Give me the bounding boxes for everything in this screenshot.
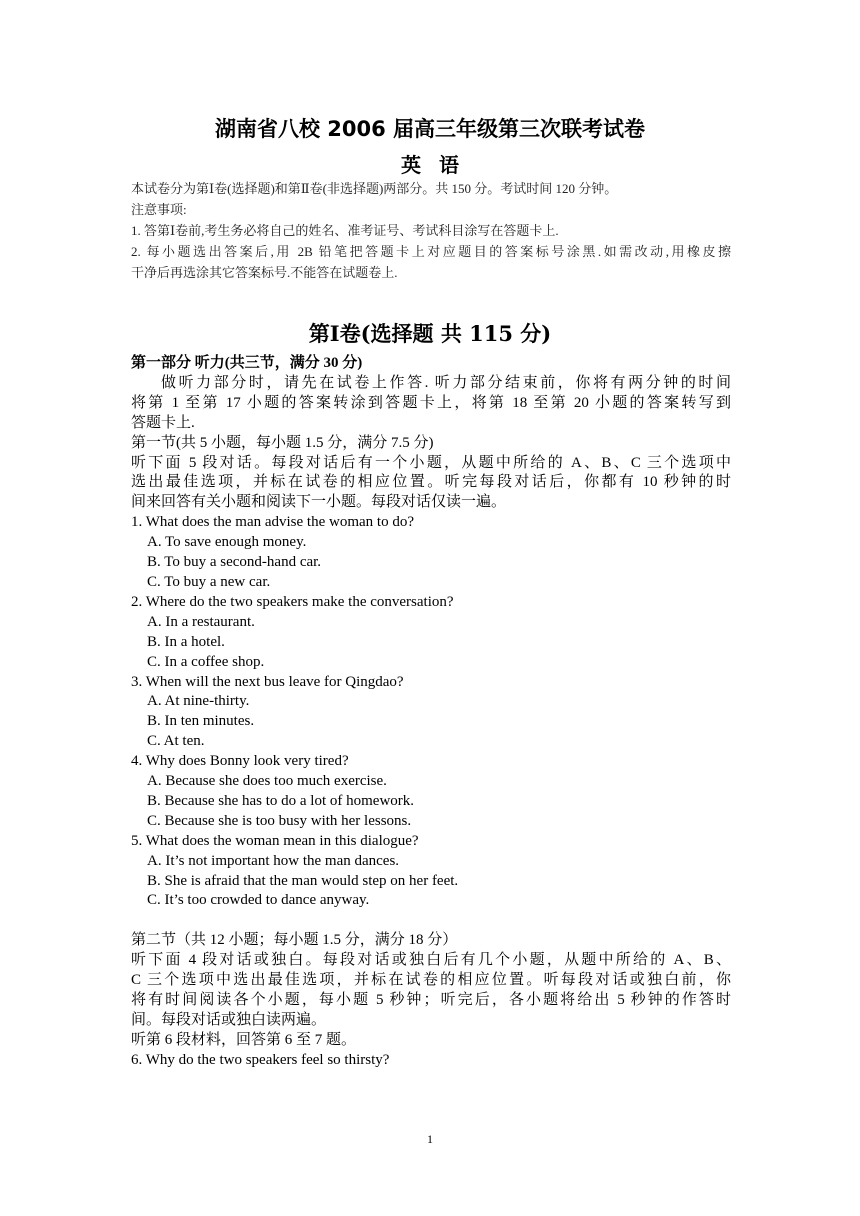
option-c: C. Because she is too busy with her lessons. [147,812,412,829]
question-3 [131,673,731,753]
question-stem: 4. Why does Bonny look very tired? [131,753,349,770]
instruction-line: 1. 答第Ⅰ卷前,考生务必将自己的姓名、准考证号、考试科目涂写在答题卡上. [131,223,559,238]
question-stem: 6. Why do the two speakers feel so thirsty? [131,1051,390,1068]
section-instruction-line: 间。每段对话或独白读两遍。 [131,1011,327,1028]
option-c: C. At ten. [147,733,205,750]
section-heading: 第一节(共 5 小题，每小题 1.5 分，满分 7.5 分) [131,434,434,451]
page-number: 1 [427,1132,433,1146]
instruction-line: 注意事项: [131,202,187,217]
exam-instructions [131,178,731,283]
question-1 [131,513,731,593]
option-b: B. In a hotel. [147,633,225,650]
question-stem: 3. When will the next bus leave for Qingdao? [131,673,404,690]
option-b: B. She is afraid that the man would step on her feet. [147,872,459,889]
question-2 [131,593,731,673]
section-instruction-line: 听下面 4 段对话或独白。每段对话或独白后有几个小题，从题中所给的 A、B、 [131,952,731,969]
section-instruction-line: 听下面 5 段对话。每段对话后有一个小题，从题中所给的 A、B、C 三个选项中 [131,454,731,471]
option-b: B. In ten minutes. [147,713,255,730]
section-instruction-line: 间来回答有关小题和阅读下一小题。每段对话仅读一遍。 [131,494,507,511]
option-a: A. Because she does too much exercise. [147,773,387,790]
option-c: C. To buy a new car. [147,573,271,590]
instruction-line: 2. 每小题选出答案后,用 2B 铅笔把答题卡上对应题目的答案标号涂黑.如需改动,用橡皮擦 [131,244,731,259]
option-a: A. To save enough money. [147,534,307,551]
option-c: C. It’s too crowded to dance anyway. [147,892,370,909]
volume-title: 第Ⅰ卷(选择题 共 115 分) [308,321,552,346]
question-stem: 1. What does the man advise the woman to do? [131,514,414,531]
option-b: B. To buy a second-hand car. [147,554,322,571]
section-instruction-line: C 三个选项中选出最佳选项，并标在试卷的相应位置。听每段对话或独白前，你 [131,972,731,989]
spacer [131,911,731,931]
question-4 [131,752,731,832]
question-stem: 2. Where do the two speakers make the conversation? [131,593,454,610]
option-a: A. In a restaurant. [147,613,255,630]
option-a: A. At nine-thirty. [147,693,250,710]
section-heading: 第二节（共 12 小题；每小题 1.5 分，满分 18 分） [131,932,458,949]
option-a: A. It’s not important how the man dances. [147,852,400,869]
section-instruction-line: 选出最佳选项，并标在试卷的相应位置。听完每段对话后，你都有 10 秒钟的时 [131,474,731,491]
part-instruction-line: 将第 1 至第 17 小题的答案转涂到答题卡上，将第 18 至第 20 小题的答案转写到 [131,394,731,411]
part-instruction-line: 做听力部分时，请先在试卷上作答. 听力部分结束前，你将有两分钟的时间 [161,374,731,391]
option-b: B. Because she has to do a lot of homework. [147,792,415,809]
instruction-line: 干净后再选涂其它答案标号.不能答在试题卷上. [131,265,398,280]
part-heading: 第一部分 听力(共三节，满分 30 分) [131,355,363,371]
question-5 [131,832,731,912]
exam-body [131,354,731,1071]
material-note: 听第 6 段材料，回答第 6 至 7 题。 [131,1031,357,1048]
instruction-line: 本试卷分为第Ⅰ卷(选择题)和第Ⅱ卷(非选择题)两部分。共 150 分。考试时间 120 分钟。 [131,181,618,196]
option-c: C. In a coffee shop. [147,653,265,670]
subject-title: 英语 [401,153,477,177]
section-instruction-line: 将有时间阅读各个小题，每小题 5 秒钟；听完后，各小题将给出 5 秒钟的作答时 [131,991,731,1008]
question-stem: 5. What does the woman mean in this dialogue? [131,832,419,849]
part-instruction-line: 答题卡上. [131,414,195,431]
exam-title: 湖南省八校 2006 届高三年级第三次联考试卷 [214,117,646,141]
